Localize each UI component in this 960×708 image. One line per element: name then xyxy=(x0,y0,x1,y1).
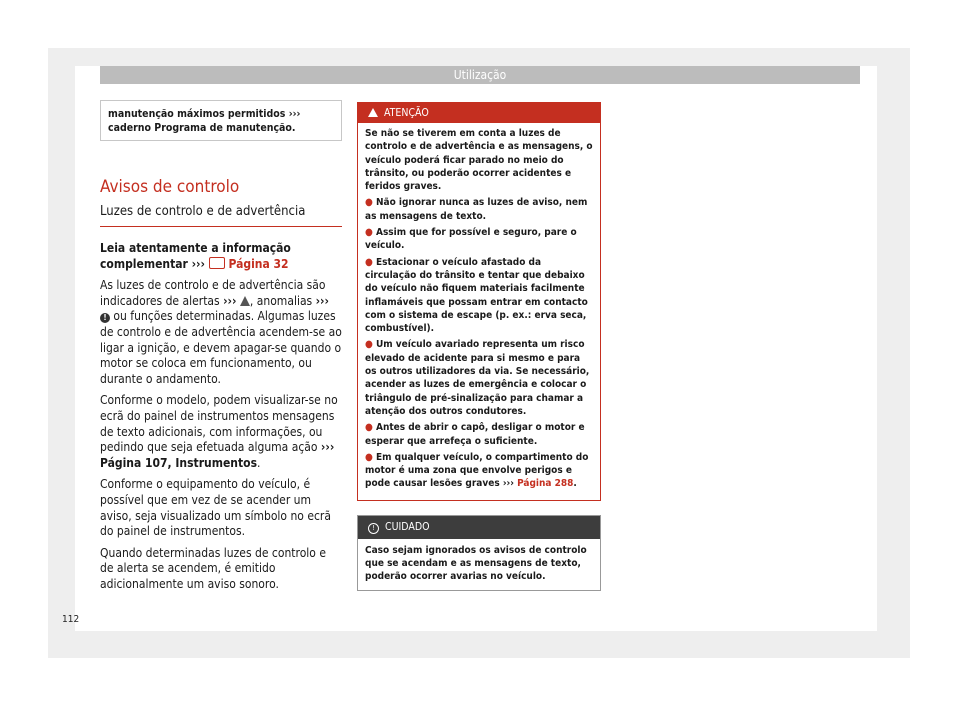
caution-body: Caso sejam ignorados os avisos de controlo que se acendam e as mensagens de texto, poderão ocorrer avarias no veículo. xyxy=(365,544,587,583)
intro-paragraph xyxy=(100,241,342,272)
warning-end: . xyxy=(573,478,577,490)
paragraph-4: Quando determinadas luzes de controlo e de alerta se acendem, é emitido adicionalmente um aviso sonoro. xyxy=(100,545,326,591)
warning-item xyxy=(365,256,593,336)
section-subtitle: Luzes de controlo e de advertência xyxy=(100,204,342,227)
warning-triangle-icon xyxy=(240,296,250,306)
warning-item-text: Um veículo avariado representa um risco elevado de acidente para si mesmo e para os outros utilizadores da via. Se necessário, acender as luzes de emergência e colocar o triângulo de pré-sinalização para chamar a atenção dos outros condutores. xyxy=(365,339,590,417)
intro-page-link[interactable]: Página 32 xyxy=(228,256,289,271)
caution-header xyxy=(358,516,600,539)
warning-item-text: Estacionar o veículo afastado da circulação do trânsito e tentar que debaixo do veículo não fiquem materiais facilmente inflamáveis que possam entrar em contacto com o sistema de escape (p. ex.: erva seca, combustível). xyxy=(365,256,588,335)
caution-label: CUIDADO xyxy=(385,520,430,533)
p1-text-b: , anomalias xyxy=(249,293,316,308)
continuation-note xyxy=(100,100,342,141)
intro-arrow: ››› xyxy=(191,256,205,271)
intro-text: Leia atentamente a informação complementar xyxy=(100,241,291,271)
p1-arrow-2: ››› xyxy=(315,293,329,308)
info-circle-icon: ! xyxy=(368,523,379,534)
p2-text-b: . xyxy=(257,455,261,470)
book-icon xyxy=(209,257,225,269)
bullet-icon: ● xyxy=(365,256,376,268)
bullet-icon: ● xyxy=(365,451,376,463)
left-column xyxy=(100,100,342,592)
warning-item-text: Não ignorar nunca as luzes de aviso, nem as mensagens de texto. xyxy=(365,197,588,222)
bullet-icon: ● xyxy=(365,422,376,434)
section-title: Avisos de controlo xyxy=(100,177,240,197)
paragraph-1 xyxy=(100,278,342,387)
bullet-icon: ● xyxy=(365,339,376,351)
exclamation-icon: ! xyxy=(100,313,110,323)
bullet-icon: ● xyxy=(365,227,376,239)
warning-item xyxy=(365,451,593,491)
chapter-header: Utilização xyxy=(100,66,860,84)
p1-text-a: As luzes de controlo e de advertência são indicadores de alertas xyxy=(100,278,326,308)
p2-text-a: Conforme o modelo, podem visualizar-se no ecrã do painel de instrumentos mensagens de texto adicionais, com informações, ou pedindo que seja efetuada alguma ação xyxy=(100,393,338,455)
warning-body xyxy=(358,123,600,500)
note-text-2: caderno Programa de manutenção. xyxy=(108,122,296,134)
bullet-icon: ● xyxy=(365,197,376,209)
warning-item xyxy=(365,226,593,253)
warning-item-text: Em qualquer veículo, o compartimento do motor é uma zona que envolve perigos e pode causar lesões graves xyxy=(365,451,589,490)
warning-label: ATENÇÃO xyxy=(384,107,429,119)
warning-intro: Se não se tiverem em conta a luzes de controlo e de advertência e as mensagens, o veículo poderá ficar parado no meio do trânsito, ou poderão ocorrer acidentes e feridos graves. xyxy=(365,128,593,193)
p2-arrow: ››› xyxy=(320,440,335,455)
p2-page-link[interactable]: Página 107, Instrumentos xyxy=(100,455,257,470)
note-arrow: ››› xyxy=(288,108,301,120)
warning-item-text: Assim que for possível e seguro, pare o veículo. xyxy=(365,227,577,252)
warning-box xyxy=(357,102,601,501)
warning-item xyxy=(365,338,593,418)
warning-page-link[interactable]: Página 288 xyxy=(517,478,574,490)
right-column xyxy=(357,102,601,591)
warning-arrow: ››› xyxy=(502,478,514,490)
paragraph-2 xyxy=(100,393,342,471)
page-number: 112 xyxy=(62,614,80,625)
p1-text-c: ou funções determinadas. Algumas luzes de controlo e de advertência acendem-se ao ligar a ignição, e devem apagar-se quando o motor se coloca em funcionamento, ou durante o andamento. xyxy=(100,309,342,386)
warning-triangle-icon xyxy=(368,108,378,117)
warning-item xyxy=(365,421,593,448)
warning-item xyxy=(365,196,593,223)
warning-header xyxy=(358,103,600,123)
paragraph-3: Conforme o equipamento do veículo, é possível que em vez de se acender um aviso, seja visualizado um símbolo no ecrã do painel de instrumentos. xyxy=(100,477,331,539)
p1-arrow-1: ››› xyxy=(223,293,237,308)
caution-box xyxy=(357,515,601,591)
warning-item-text: Antes de abrir o capô, desligar o motor e esperar que arrefeça o suficiente. xyxy=(365,422,585,447)
note-text-1: manutenção máximos permitidos xyxy=(108,108,289,120)
